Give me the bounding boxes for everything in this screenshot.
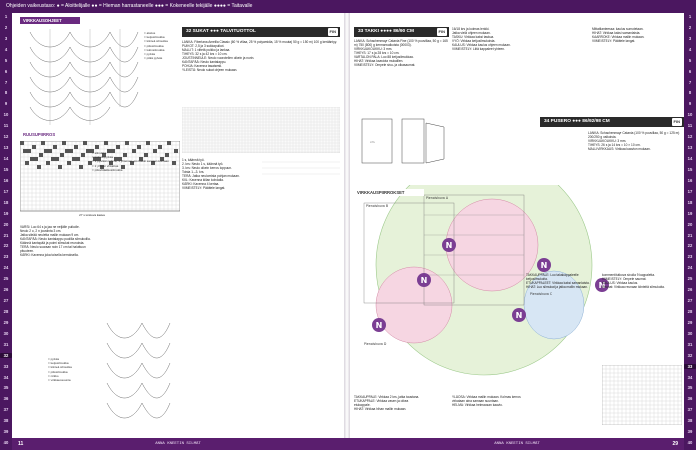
legend-item: = piilosilmukka: [48, 369, 68, 374]
index-tab: 1: [688, 14, 692, 19]
chart-cell-mark: [104, 141, 108, 145]
chart-cell-mark: [48, 149, 52, 153]
legend-item: = 3 pylvään ryhmä, 1 yhteinen, jos kaikki samaan kohtaan: [92, 159, 169, 164]
index-tab: 2: [688, 24, 692, 30]
index-tab: 4: [4, 46, 8, 52]
legend-item: = nirkko: [48, 373, 59, 378]
index-tab: 28: [687, 308, 693, 314]
lower-col3: TAKKAUPPALE: Luo takakappaleelle ketjusilmukoita. ETUKAPPALEET: Virkkaa kaksi samanlaista. HIHAT: Luo silmukat ja jatka mallin mukaan.: [526, 273, 590, 289]
diagram-piece-label: Pienoiskuva C: [530, 292, 553, 296]
legend-item: = kiinteä silmukka: [144, 39, 168, 44]
chart-cell-mark: [79, 165, 83, 169]
symbol-legend-middle: [92, 151, 169, 172]
chart-cell-mark: [34, 157, 38, 161]
page-number-right: 29: [672, 441, 678, 447]
index-tab: 9: [4, 101, 8, 107]
index-tab: 40: [3, 440, 9, 446]
index-tab: 3: [688, 35, 692, 41]
chart-cell-mark: [69, 149, 73, 153]
lower-col1: TAKKAUPPALE: Virkkaa 2 krs, jatka taustana. ETUKAPPALE: Virkkaa vasen ja oikea etukappale. HIHAT: Virkkaa hihan mallin mukaan.: [354, 395, 420, 411]
index-tab: 13: [3, 145, 9, 151]
index-tab: 24: [3, 265, 9, 271]
index-tab: 12: [687, 134, 693, 140]
chart-cell-mark: [137, 145, 141, 149]
chart-cell-mark: [30, 157, 34, 161]
index-tab: 24: [687, 265, 693, 271]
left-index-sidebar: [0, 13, 12, 450]
legend-item: = ketjusilmukka: [48, 361, 69, 366]
legend-item: = silmukka: [92, 151, 107, 155]
index-tab: 31: [3, 341, 9, 347]
index-tab: 34: [3, 374, 9, 380]
language-tag: FIN: [438, 29, 445, 34]
index-tab: 39: [687, 429, 693, 435]
index-tab: 31: [687, 341, 693, 347]
chart-cell-mark: [74, 145, 78, 149]
index-tab: 32: [0, 353, 12, 358]
chart-cell-mark: [46, 161, 50, 165]
index-tab: 20: [687, 221, 693, 227]
index-tab: 7: [688, 79, 692, 85]
chart-cell-mark: [39, 153, 43, 157]
index-tab: 14: [3, 156, 9, 162]
index-tab: 15: [687, 166, 693, 172]
pattern-32-materials: LANKA: Fiberlana Ameilla Classic (60 % villaa, 25 % polyamidia, 15 % muuta) 50 g = 150 m) 100 g kerääntyy. PUIKOT: 2,5 ja 3 sukkapuikot. MALLIT: 1 viitetä puikko ja lankaa. TIHEYS: 32 s ja 42 krs = 10 cm. JOUSTINNEULE: Neulo vuorotellen oikein ja nurin. KANTAPÄÄ: Neulo kantalappu. POHJA: Kavenna tasaisesti. YLEISTÄ: Neulo sukat ohjeen mukaan.: [182, 40, 338, 72]
legend-item: = ketjusilmukka: [144, 35, 165, 40]
chart-cell-mark: [167, 141, 171, 145]
index-tab: 16: [687, 177, 693, 183]
pattern-32-header: 32 SUKAT ●●● TALVITUOTTOL FIN: [182, 27, 340, 37]
difficulty-bar: Ohjeiden vaikeustaso: ● = Aloittelijalle ●● = Hieman harrastaneelle ●●● = Kokeneelle tekijälle ●●●● = Taitavalle: [0, 0, 696, 13]
index-tab: 7: [4, 79, 8, 85]
diagram-letter-marker: N: [598, 281, 606, 290]
diagram-piece-label: Pienoiskuva A: [426, 196, 449, 200]
legend-item: = virkkaussuunta: [48, 378, 71, 383]
index-tab: 11: [687, 123, 693, 129]
index-tab: 25: [687, 276, 693, 282]
lower-col2: YLÄOSA: Virkkaa mallin mukaan. Kolmas kerros virkataan aina samaan suuntaan. HELMA: Virkkaa helmaosan kaavio.: [452, 395, 521, 407]
diagram-letter-marker: N: [420, 276, 428, 285]
index-tab: 6: [4, 68, 8, 74]
index-tab: 18: [3, 199, 9, 205]
index-tab: 30: [687, 330, 693, 336]
chart-cell-mark: [23, 149, 27, 153]
diagram-letter-marker: N: [375, 321, 383, 330]
chart-cell-mark: [116, 145, 120, 149]
index-tab: 22: [3, 243, 9, 249]
lace-motif-bottom: [102, 313, 172, 433]
index-tab: 12: [3, 134, 9, 140]
chart-cell-mark: [86, 149, 90, 153]
chart-cell-mark: [81, 153, 85, 157]
footer-right: ANNA KNEETIN SILMÄT: [494, 442, 540, 446]
legend-item: = pylväs: [144, 52, 156, 57]
index-tab: 28: [3, 308, 9, 314]
pattern-33-col2: 16/18 krs ja kolmas lenkki. Jatka vielä ohjeen mukaan. TASKU: Virkkaa kaksi taskua. VYÖ: Virkkaa ketjusilmukoista. KAULUS: Virkkaa kaulus ohjeen mukaan. VIIMEISTELY: Liitä kappaleet yhteen.: [452, 27, 511, 51]
legend-item: = piiloviidakkosilmukka: [92, 167, 123, 172]
index-tab: 29: [3, 319, 9, 325]
chart-cell-mark: [95, 145, 99, 149]
index-tab: 36: [3, 396, 9, 402]
chart-cell-mark: [158, 145, 162, 149]
pattern-34-materials: LANKA: Schachenmayr Catania (100 % puuvillaa, 50 g = 125 m) 200/250 g valkoista. VIRKKUUKOUKKU: 3 mm. TIHEYS: 26 s ja 14 krs = 10 × 10 cm. MALLIVIRKKAUS: Virkkaa kaavion mukaan.: [588, 131, 680, 151]
index-tab: 5: [4, 57, 8, 63]
diagram-piece-label: Pienoiskuva D: [364, 342, 387, 346]
index-tab: 1: [4, 14, 8, 19]
index-tab: 5: [688, 57, 692, 63]
garment-schematic: [354, 113, 449, 169]
legend-item: = pylväs: [48, 357, 60, 361]
index-tab: 22: [687, 243, 693, 249]
index-tab: 20: [3, 221, 9, 227]
chart-cell-mark: [53, 145, 57, 149]
chart-cell-mark: [65, 149, 69, 153]
right-index-sidebar: [684, 13, 696, 450]
chart-cell-mark: [20, 141, 24, 145]
chart-cell-mark: [25, 161, 29, 165]
index-tab: 8: [4, 90, 8, 96]
index-tab: 13: [687, 145, 693, 151]
chart-cell-mark: [165, 153, 169, 157]
index-tab: 26: [3, 287, 9, 293]
index-tab: 40: [687, 440, 693, 446]
index-tab: 27: [3, 298, 9, 304]
index-tab: 18: [687, 199, 693, 205]
chart-cell-mark: [146, 141, 150, 145]
index-tab: 34: [687, 374, 693, 380]
svg-text:cm: cm: [370, 140, 375, 144]
index-tab: 30: [3, 330, 9, 336]
language-tag: FIN: [329, 29, 336, 34]
pattern-33-col3: Mittatilanteessa: kaulus sumutetaan. HIHAT: Virkkaa kaksi samanlaista. KAARROKE: Virkkaa mallin mukaan. VIIMEISTELY: Päättele langat.: [592, 27, 645, 43]
index-tab: 27: [687, 298, 693, 304]
chart-cell-mark: [37, 165, 41, 169]
index-tab: 14: [687, 156, 693, 162]
index-tab: 38: [687, 418, 693, 424]
pattern-34-chart: [602, 365, 682, 425]
index-tab: 35: [3, 385, 9, 391]
footer-left: ANNA KNEETIN SILMÄT: [155, 442, 201, 446]
chart-cell-mark: [62, 141, 66, 145]
chart-cell-mark: [60, 153, 64, 157]
diagram-letter-marker: N: [515, 311, 523, 320]
index-tab: 21: [3, 232, 9, 238]
diagram-letter-marker: N: [445, 241, 453, 250]
index-tab: 9: [688, 101, 692, 107]
index-tab: 4: [688, 46, 692, 52]
symbol-legend-top: [144, 31, 184, 60]
chart-cell-mark: [41, 141, 45, 145]
pattern-33-materials: LANKA: Schachenmayr Catania Fine (100 % puuvillaa, 50 g = 165 m) 750 (800) g kermanvalkoista (00003). VIRKKUUKOUKKU: 3 mm. TIHEYS: 17 s ja 28 krs = 10 cm. VARTALON PALA: Luo 88 ketjusilmukkaa. HIHAT: Virkkaa kaaviota mukaillen. VIIMEISTELY: Ompele sivu- ja olkasaumat.: [354, 39, 448, 67]
chart-cell-mark: [72, 157, 76, 161]
chart-repeat-label: 27 s toistuva kaava: [79, 213, 105, 217]
legend-item: = pitkä pylväs: [144, 56, 163, 61]
legend-item: = 2 yhteen virkattua: [92, 163, 119, 168]
index-tab: 29: [687, 319, 693, 325]
chart-cell-mark: [172, 161, 176, 165]
pattern-body-col2: 1 s, käännä työ. 2. krs: Neulo 1 s, käännä työ. 3. krs: Neulo oikein kerros loppuun. Toista 1.–3. krs. TERÄ: Jatka neulomista pohjan mukaan. KIIL: Kavenna kiilan kohdalla. KÄRKI: Kavenna 4 kertaa. VIIMEISTELY: Päättele langat.: [182, 158, 240, 190]
chart-cell-mark: [44, 149, 48, 153]
diagram-piece-label: Pienoiskuva B: [366, 204, 389, 208]
legend-item: = kiinteä silmukka: [48, 365, 72, 370]
leaf-chart-title: RUUSUPIIRROS: [20, 131, 70, 138]
page-number-left: 11: [18, 441, 24, 447]
pattern-body-col1: VARSI: Luo 64 s ja jaa ne neljälle puikolle. Neulo 2 o, 2 n joustinta 3 cm. Jatka sileää neuletta mallin mukaan 9 cm. KANTAPÄÄ: Neulo kantalappu puolilla silmukoilla. Käännä kantapää ja poimi silmukat reunoista. TERÄ: Neulo suoraan noin 17 cm tai haluttuun pituuteen. KÄRKI: Kavenna joka toisella kerroksella.: [20, 225, 91, 257]
index-tab: 25: [3, 276, 9, 282]
index-tab: 10: [687, 112, 693, 118]
index-tab: 33: [684, 364, 696, 369]
pattern-body-col3: [262, 158, 340, 418]
index-tab: 23: [3, 254, 9, 260]
instructions-label: VIRKKAUSOHJEET: [20, 17, 80, 24]
index-tab: 39: [3, 429, 9, 435]
diagram-title: VIRKKAUSPIIRROKSET: [354, 189, 424, 196]
index-tab: 15: [3, 166, 9, 172]
chart-cell-mark: [51, 157, 55, 161]
chart-cell-mark: [67, 161, 71, 165]
pattern-34-header: 34 PUSERO ●●● 86/92/98 CM FIN: [540, 117, 684, 127]
chart-cell-mark: [83, 141, 87, 145]
index-tab: 11: [3, 123, 9, 129]
chart-cell-mark: [32, 145, 36, 149]
index-tab: 6: [688, 68, 692, 74]
index-tab: 17: [687, 188, 693, 194]
index-tab: 17: [3, 188, 9, 194]
index-tab: 2: [4, 24, 8, 30]
index-tab: 33: [3, 363, 9, 369]
chart-cell-mark: [58, 165, 62, 169]
index-tab: 26: [687, 287, 693, 293]
legend-item: = kaksoispylväs: [92, 155, 114, 160]
index-tab: 21: [687, 232, 693, 238]
index-tab: 38: [3, 418, 9, 424]
pattern-33-header: 33 TAKKI ●●●● 86/90 CM FIN: [354, 27, 449, 37]
legend-item: = piilosilmukka: [144, 43, 164, 48]
legend-item: = aloitus: [144, 31, 156, 35]
index-tab: 10: [3, 112, 9, 118]
index-tab: 3: [4, 35, 8, 41]
language-tag: FIN: [673, 119, 680, 124]
left-page: [12, 13, 344, 438]
index-tab: 16: [3, 177, 9, 183]
symbol-legend-bottom: [48, 357, 98, 382]
lower-col4: kommentitutkova sivulla 9 kappaletta. VIIMEISTELY: Ompele saumat. KAULUS: Virkkaa kaulus. Reunat: Virkkaa reunaan kiinteitä silmukoita.: [602, 273, 665, 289]
chart-cell-mark: [55, 157, 59, 161]
sock-detail-chart: [182, 107, 340, 153]
index-tab: 19: [3, 210, 9, 216]
chart-cell-mark: [27, 149, 31, 153]
index-tab: 23: [687, 254, 693, 260]
index-tab: 8: [688, 90, 692, 96]
legend-item: = lukinsilmukka: [144, 47, 165, 52]
index-tab: 37: [3, 407, 9, 413]
right-page: [350, 13, 684, 438]
index-tab: 36: [687, 396, 693, 402]
index-tab: 37: [687, 407, 693, 413]
index-tab: 19: [687, 210, 693, 216]
chart-cell-mark: [125, 141, 129, 145]
chart-cell-mark: [76, 157, 80, 161]
chart-cell-mark: [174, 149, 178, 153]
diagram-letter-marker: N: [540, 261, 548, 270]
index-tab: 32: [687, 352, 693, 358]
lace-motif-top: [20, 27, 140, 127]
index-tab: 35: [687, 385, 693, 391]
